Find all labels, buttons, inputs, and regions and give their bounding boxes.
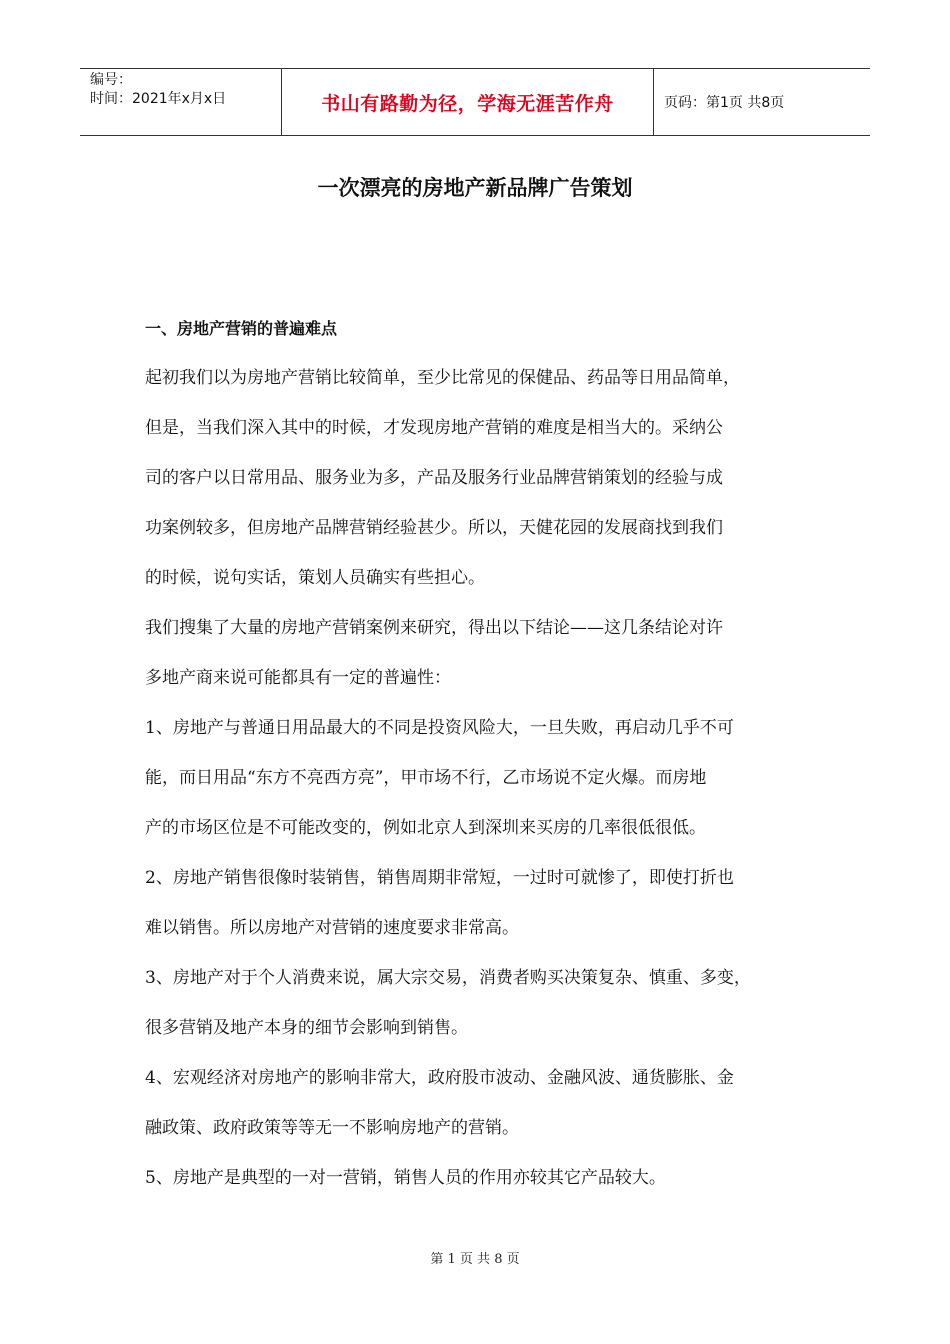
header-page-code: 页码：第1页 共8页 — [664, 95, 785, 111]
body-line: 多地产商来说可能都具有一定的普遍性： — [145, 668, 451, 688]
body-line: 2、房地产销售很像时装销售，销售周期非常短，一过时可就惨了，即使打折也 — [145, 868, 734, 888]
body-line: 能，而日用品“东方不亮西方亮”，甲市场不行，乙市场说不定火爆。而房地 — [145, 768, 707, 788]
body-line: 我们搜集了大量的房地产营销案例来研究，得出以下结论——这几条结论对许 — [145, 618, 723, 638]
time-label: 时间：2021年x月x日 — [90, 91, 227, 107]
body-line: 的时候，说句实话，策划人员确实有些担心。 — [145, 568, 485, 588]
body-line: 1、房地产与普通日用品最大的不同是投资风险大，一旦失败，再启动几乎不可 — [145, 718, 734, 738]
body-line: 很多营销及地产本身的细节会影响到销售。 — [145, 1018, 468, 1038]
header-meta — [80, 69, 282, 135]
body-line: 产的市场区位是不可能改变的，例如北京人到深圳来买房的几率很低很低。 — [145, 818, 706, 838]
body-line: 4、宏观经济对房地产的影响非常大，政府股市波动、金融风波、通货膨胀、金 — [145, 1068, 734, 1088]
body-line: 难以销售。所以房地产对营销的速度要求非常高。 — [145, 918, 519, 938]
header-motto-cell — [282, 69, 654, 135]
number-label: 编号： — [90, 72, 132, 88]
page-footer: 第 1 页 共 8 页 — [430, 1252, 520, 1267]
body-line: 功案例较多，但房地产品牌营销经验甚少。所以，天健花园的发展商找到我们 — [145, 518, 723, 538]
body-line: 起初我们以为房地产营销比较简单，至少比常见的保健品、药品等日用品简单， — [145, 368, 740, 388]
document-title: 一次漂亮的房地产新品牌广告策划 — [317, 176, 633, 200]
section-heading: 一、房地产营销的普遍难点 — [145, 319, 338, 338]
header-motto: 书山有路勤为径，学海无涯苦作舟 — [321, 92, 614, 115]
body-line: 司的客户以日常用品、服务业为多，产品及服务行业品牌营销策划的经验与成 — [145, 468, 723, 488]
body-line: 但是，当我们深入其中的时候，才发现房地产营销的难度是相当大的。采纳公 — [145, 418, 723, 438]
body-line: 3、房地产对于个人消费来说，属大宗交易，消费者购买决策复杂、慎重、多变， — [145, 968, 751, 988]
body-line: 融政策、政府政策等等无一不影响房地产的营销。 — [145, 1118, 519, 1138]
body-line: 5、房地产是典型的一对一营销，销售人员的作用亦较其它产品较大。 — [145, 1168, 666, 1188]
page-header — [80, 68, 870, 136]
header-page-code-cell — [654, 69, 870, 135]
